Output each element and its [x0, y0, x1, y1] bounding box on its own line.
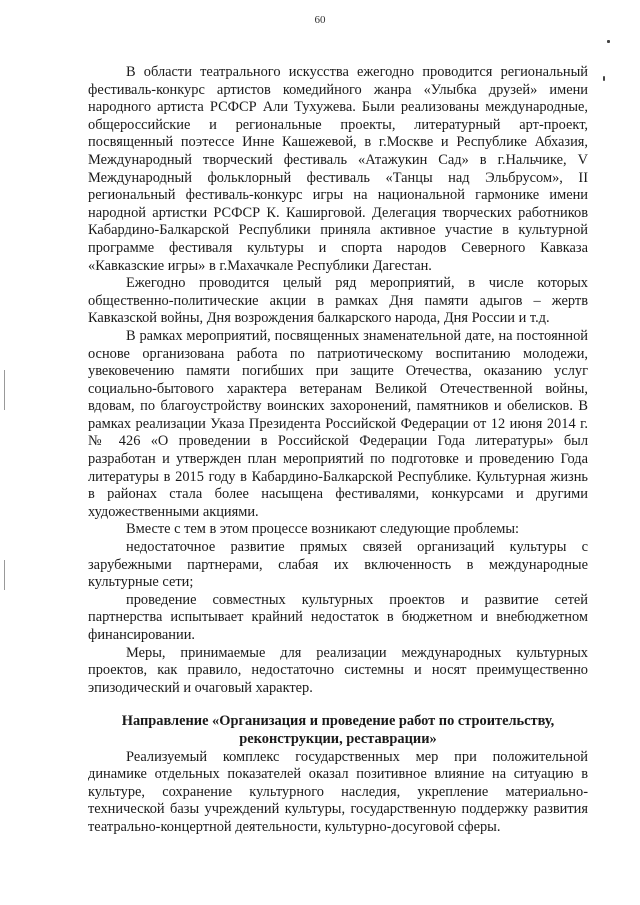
- paragraph-problem-1: недостаточное развитие прямых связей организаций культуры с зарубежными партнерами, слабая их включенность в международные культурные сети;: [88, 539, 588, 591]
- scan-edge-mark: [4, 560, 5, 590]
- page-number: 60: [314, 14, 326, 26]
- paragraph-theatre: В области театрального искусства ежегодно проводится региональный фестиваль-конкурс артистов комедийного жанра «Улыбка друзей» имени народного артиста РСФСР Али Тухужева. Были реализованы международные, общероссийские и региональные проекты, литературный арт-проект, посвященный поэтессе Инне Кашежевой, в г.Москве и Республике Абхазия, Международный творческий фестиваль «Атажукин Сад» в г.Нальчике, V Международный фольклорный фестиваль «Танцы над Эльбрусом», II региональный фестиваль-конкурс игры на национальной гармонике имени народной артистки РСФСР К. Каширговой. Делегация творческих работников Кабардино-Балкарской Республики приняла активное участие в культурной программе фестиваля культуры и спорта народов Северного Кавказа «Кавказские игры» в г.Махачкале Республики Дагестан.: [88, 64, 588, 274]
- section-heading-line-2: реконструкции, реставрации»: [239, 730, 437, 747]
- document-body: [88, 64, 588, 837]
- section-heading-line-1: Направление «Организация и проведение работ по строительству,: [121, 713, 555, 730]
- paragraph-measures: Меры, принимаемые для реализации международных культурных проектов, как правило, недостаточно системны и носят преимущественно эпизодический и очаговый характер.: [88, 644, 588, 696]
- scan-edge-mark: [4, 370, 5, 410]
- scan-speck: [603, 76, 605, 81]
- paragraph-problem-2: проведение совместных культурных проектов и развитие сетей партнерства испытывает крайний недостаток в бюджетном и внебюджетном финансировании.: [88, 591, 588, 643]
- paragraph-construction: Реализуемый комплекс государственных мер при положительной динамике отдельных показателей оказал позитивное влияние на ситуацию в культуре, сохранение культурного наследия, укрепление материально-технической базы учреждений культуры, государственную поддержку развития театрально-концертной деятельности, культурно-досуговой сферы.: [88, 748, 588, 835]
- paragraph-problems-intro: Вместе с тем в этом процессе возникают следующие проблемы:: [126, 521, 520, 538]
- section-heading: [88, 713, 588, 748]
- scan-speck: [607, 40, 610, 43]
- paragraph-annual-events: Ежегодно проводится целый ряд мероприятий, в числе которых общественно-политические акции в рамках Дня памяти адыгов – жертв Кавказской войны, Дня возрождения балкарского народа, Дня России и т.д.: [88, 275, 588, 327]
- paragraph-patriotic: В рамках мероприятий, посвященных знаменательной дате, на постоянной основе организована работа по патриотическому воспитанию молодежи, увековечению памяти погибших при защите Отечества, оказанию услуг социально-бытового характера ветеранам Великой Отечественной войны, вдовам, по благоустройству воинских захоронений, памятников и обелисков. В рамках реализации Указа Президента Российской Федерации от 12 июня 2014 г. № 426 «О проведении в Российской Федерации Года литературы» был разработан и утвержден план мероприятий по подготовке и проведению Года литературы в 2015 году в Кабардино-Балкарской Республике. Культурная жизнь в районах стала более насыщена фестивалями, конкурсами и другими художественными акциями.: [88, 327, 588, 520]
